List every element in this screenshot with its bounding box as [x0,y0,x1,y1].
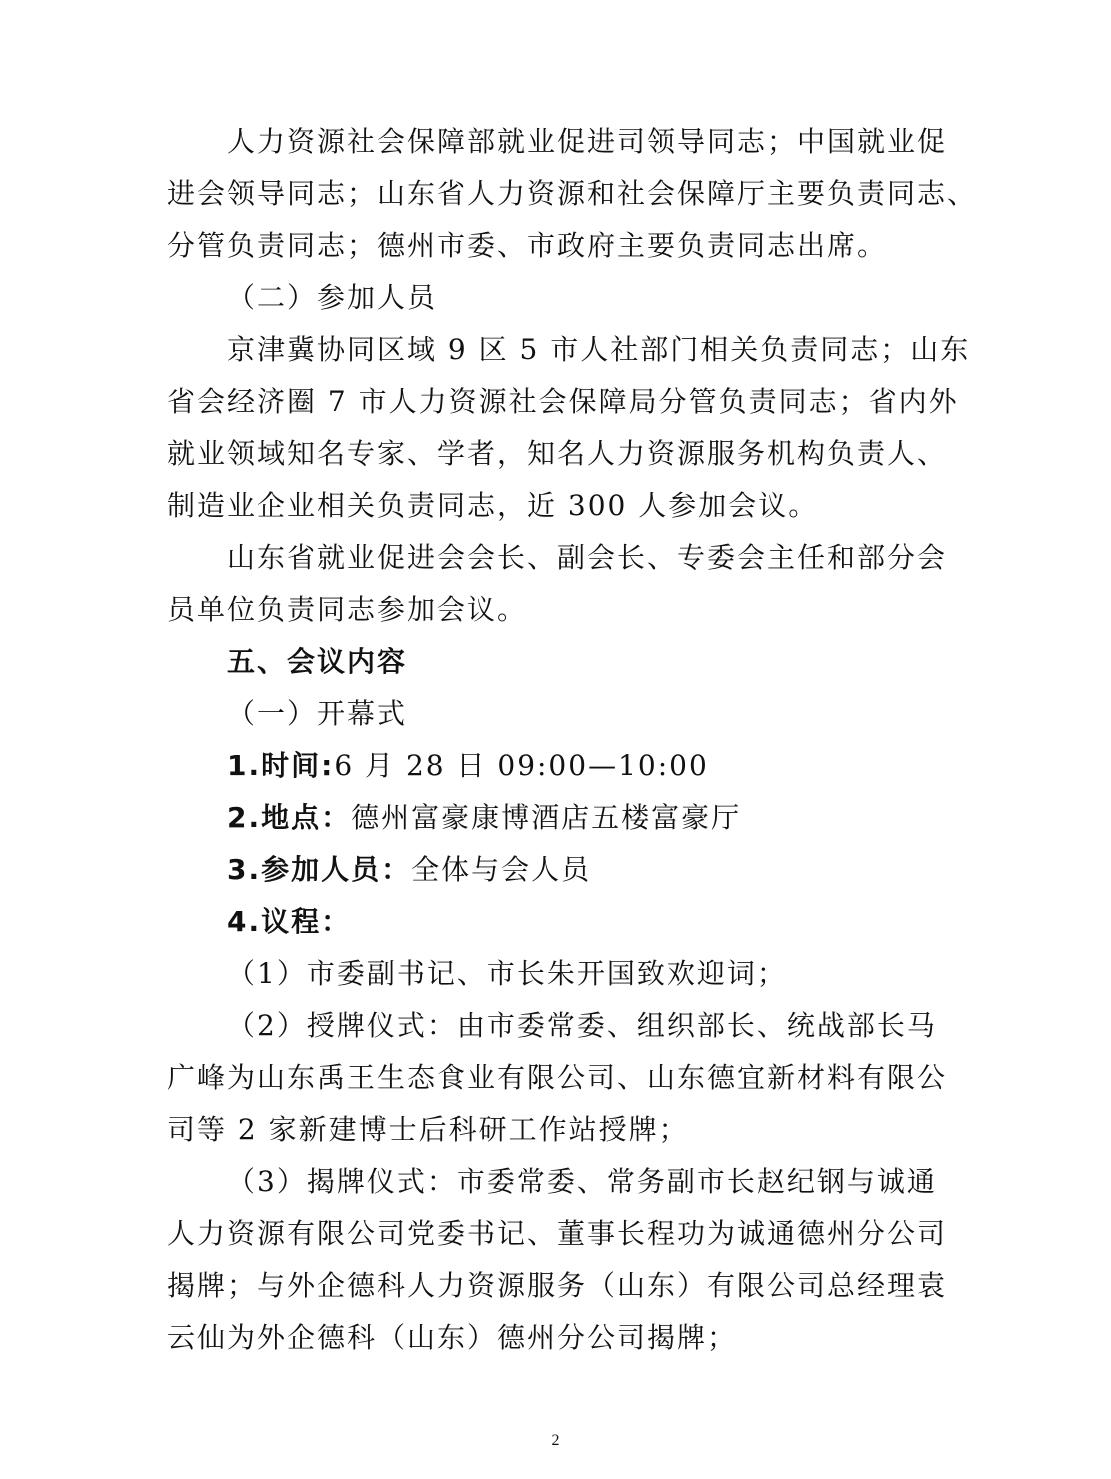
paragraph-line: 分管负责同志；德州市委、市政府主要负责同志出席。 [167,229,888,262]
section-heading: （二）参加人员 [227,281,438,314]
paragraph-line: 员单位负责同志参加会议。 [167,593,528,626]
paragraph-line: 揭牌；与外企德科人力资源服务（山东）有限公司总经理袁 [167,1269,948,1302]
page-number: 2 [551,1432,560,1449]
paragraph-line: 进会领导同志；山东省人力资源和社会保障厅主要负责同志、 [167,177,978,210]
paragraph-line: 京津冀协同区域 9 区 5 市人社部门相关负责同志；山东 [227,333,971,366]
participants-label: 3.参加人员： [227,853,412,886]
paragraph-line: 制造业企业相关负责同志，近 300 人参加会议。 [167,489,819,522]
agenda-item: （3）揭牌仪式：市委常委、常务副市长赵纪钢与诚通 [227,1165,937,1198]
paragraph-line: 就业领域知名专家、学者，知名人力资源服务机构负责人、 [167,437,948,470]
paragraph-line: 人力资源社会保障部就业促进司领导同志；中国就业促 [227,125,948,158]
time-row [227,749,709,783]
agenda-item: （2）授牌仪式：由市委常委、组织部长、统战部长马 [227,1009,937,1042]
paragraph-line: 司等 2 家新建博士后科研工作站授牌； [167,1113,689,1146]
paragraph-line: 人力资源有限公司党委书记、董事长程功为诚通德州分公司 [167,1217,948,1250]
paragraph-line: 省会经济圈 7 市人力资源社会保障局分管负责同志；省内外 [167,385,959,418]
section-heading: 五、会议内容 [227,645,408,678]
place-row [227,801,741,835]
paragraph-line: 云仙为外企德科（山东）德州分公司揭牌； [167,1321,738,1354]
place-value: 德州富豪康博酒店五楼富豪厅 [351,801,742,834]
participants-row [227,853,591,887]
agenda-item: （1）市委副书记、市长朱开国致欢迎词； [227,957,787,990]
time-value: 6 月 28 日 09:00—10:00 [334,749,709,782]
paragraph-line: 山东省就业促进会会长、副会长、专委会主任和部分会 [227,541,948,574]
participants-value: 全体与会人员 [411,853,592,886]
place-label: 2.地点： [227,801,352,834]
subsection-heading: （一）开幕式 [227,697,408,730]
agenda-label: 4.议程： [227,905,352,938]
time-label: 1.时间: [227,749,335,782]
paragraph-line: 广峰为山东禹王生态食业有限公司、山东德宜新材料有限公 [167,1061,948,1094]
